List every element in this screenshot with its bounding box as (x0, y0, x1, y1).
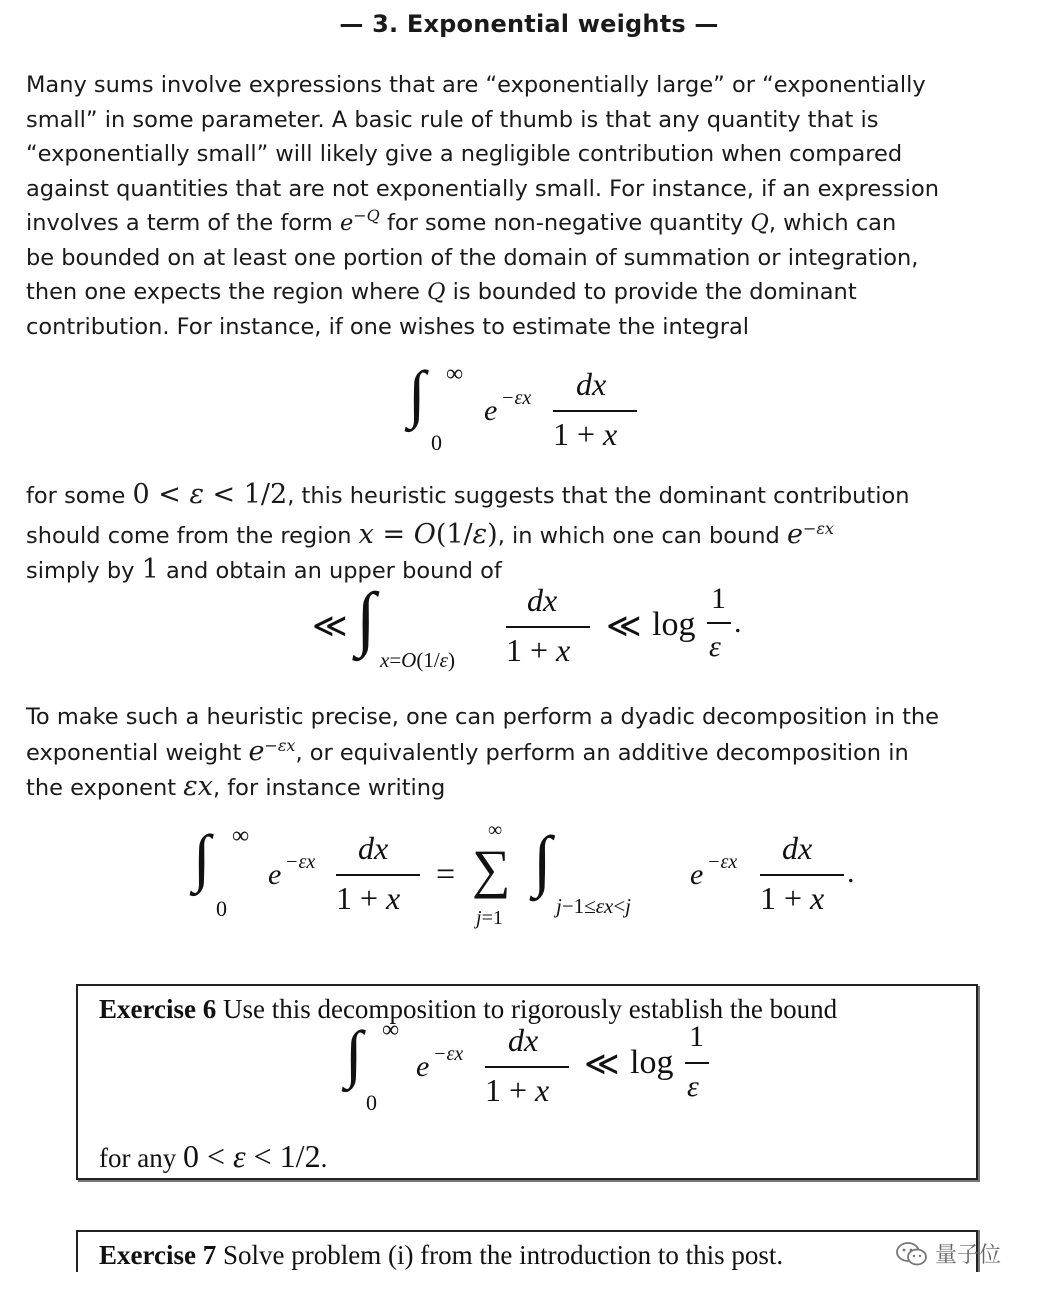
paragraph-heuristic (26, 478, 1026, 589)
exercise-7-label: Exercise 7 (99, 1240, 217, 1270)
text-segment: should come from the region (26, 522, 359, 549)
sum-upper-limit: ∞ (488, 819, 503, 841)
text-segment: for some (26, 483, 133, 509)
log-operator: log (630, 1044, 674, 1081)
denominator: 1 + x (506, 632, 571, 668)
upper-limit: ∞ (446, 361, 464, 387)
upper-limit: ∞ (382, 1017, 400, 1043)
fraction-bar (707, 622, 731, 624)
exponent: −εx (285, 851, 316, 873)
math-q: Q (426, 279, 446, 305)
lower-limit: 0 (431, 430, 442, 455)
much-less-symbol: ≪ (584, 1046, 620, 1083)
text-segment: for any (99, 1143, 183, 1173)
lower-limit: 0 (366, 1090, 377, 1115)
text-line: small” in some parameter. A basic rule of thumb is that any quantity that is (26, 106, 879, 133)
text-line: against quantities that are not exponentially small. For instance, if an expression (26, 175, 939, 202)
period: . (734, 606, 742, 639)
watermark-text: 量子位 (935, 1243, 1002, 1268)
math-exponent: εx (183, 771, 213, 802)
numerator: 1 (711, 582, 726, 615)
math-exp-weight: $e^{-\varepsilon x}$ (248, 735, 296, 767)
text-line (26, 553, 1026, 589)
text-line: “exponentially small” will likely give a negligible contribution when compared (26, 141, 903, 167)
period: . (847, 856, 855, 889)
fraction-bar (685, 1062, 709, 1064)
exercise-7-text: Solve problem (i) from the introduction to this post. (216, 1240, 784, 1270)
section-heading: — 3. Exponential weights — (339, 10, 719, 38)
exercise-6-text: Use this decomposition to rigorously establish the bound (216, 994, 838, 1024)
exercise-6-statement (99, 996, 837, 1023)
math-exp-weight: $e^{-\varepsilon x}$ (786, 518, 834, 550)
denominator: ε (687, 1070, 699, 1103)
exercise-7-statement (99, 1242, 783, 1269)
numerator: 1 (689, 1020, 704, 1053)
wechat-icon (895, 1241, 929, 1267)
text-segment: , in which one can bound (497, 522, 787, 549)
sum-lower-limit: j=1 (476, 907, 503, 929)
text-line (26, 206, 1026, 241)
lower-limit: 0 (216, 896, 227, 921)
lower-limit: j−1≤εx<j (556, 894, 632, 918)
exponent: −εx (707, 851, 738, 873)
numerator: dx (358, 830, 389, 866)
integral-sign: ∫ (533, 822, 552, 898)
text-segment: exponential weight (26, 739, 249, 766)
text-line: Many sums involve expressions that are “exponentially large” or “exponentially (26, 72, 926, 98)
exp-base: e (690, 858, 704, 891)
text-segment: then one expects the region where (26, 279, 427, 305)
text-line (26, 518, 1026, 554)
integral-sign: ∫ (356, 578, 376, 658)
text-line (26, 478, 1026, 514)
text-segment: , which can (768, 210, 897, 236)
log-operator: log (652, 606, 696, 643)
text-segment: , for instance writing (212, 775, 446, 801)
text-segment: , this heuristic suggests that the dominant contribution (287, 483, 910, 509)
math-exp-neg-q: $e^{-Q}$ (339, 206, 380, 236)
text-segment: simply by (26, 558, 142, 584)
integral-sign: ∫ (193, 822, 211, 893)
sum-sign: ∑ (472, 839, 511, 899)
exponent: −εx (433, 1043, 464, 1065)
fraction-bar (485, 1066, 569, 1068)
paragraph-dyadic (26, 700, 1026, 806)
denominator: ε (709, 630, 721, 663)
fraction-bar (336, 874, 420, 876)
equals-sign: = (436, 856, 456, 893)
denominator: 1 + x (760, 880, 825, 916)
numerator: dx (508, 1022, 539, 1058)
math-one: 1 (141, 554, 159, 585)
text-segment: is bounded to provide the dominant (445, 279, 857, 305)
text-line: be bounded on at least one portion of the domain of summation or integration, (26, 244, 919, 271)
text-segment: , or equivalently perform an additive decomposition in (295, 739, 909, 766)
text-segment: and obtain an upper bound of (158, 558, 502, 584)
upper-limit: ∞ (232, 823, 250, 849)
denominator: 1 + x (553, 416, 618, 452)
exponent: −εx (501, 387, 532, 409)
text-segment: the exponent (26, 775, 184, 801)
exp-base: e (484, 394, 498, 427)
exercise-6-label: Exercise 6 (99, 994, 217, 1024)
text-line (26, 770, 1026, 806)
fraction-bar (553, 410, 637, 412)
watermark (895, 1238, 1001, 1269)
text-segment: involves a term of the form (26, 210, 340, 236)
numerator: dx (576, 366, 607, 402)
integral-sign: ∫ (345, 1018, 363, 1089)
text-segment: . (320, 1143, 328, 1173)
numerator: dx (527, 582, 558, 618)
math-epsilon-range: 0 < ε < 1/2 (182, 1138, 321, 1174)
text-line: contribution. For instance, if one wishes to estimate the integral (26, 313, 750, 340)
denominator: 1 + x (336, 880, 401, 916)
exp-base: e (268, 858, 282, 891)
text-line (26, 735, 1026, 771)
exercise-6-footer (99, 1140, 327, 1172)
math-region: x = O(1/ε) (358, 518, 498, 550)
denominator: 1 + x (485, 1072, 550, 1108)
math-epsilon-range: 0 < ε < 1/2 (132, 479, 288, 510)
paragraph-intro (26, 68, 1026, 344)
lower-limit: x=O(1/ε) (380, 648, 455, 672)
fraction-bar (506, 626, 590, 628)
text-segment: for some non-negative quantity (379, 210, 751, 236)
fraction-bar (760, 874, 844, 876)
text-line (26, 275, 1026, 310)
integral-sign: ∫ (408, 358, 426, 429)
much-less-symbol: ≪ (606, 608, 642, 645)
numerator: dx (782, 830, 813, 866)
much-less-symbol: ≪ (312, 608, 348, 645)
math-q: Q (750, 210, 769, 236)
exp-base: e (416, 1050, 430, 1083)
text-line: To make such a heuristic precise, one can perform a dyadic decomposition in the (26, 704, 940, 730)
